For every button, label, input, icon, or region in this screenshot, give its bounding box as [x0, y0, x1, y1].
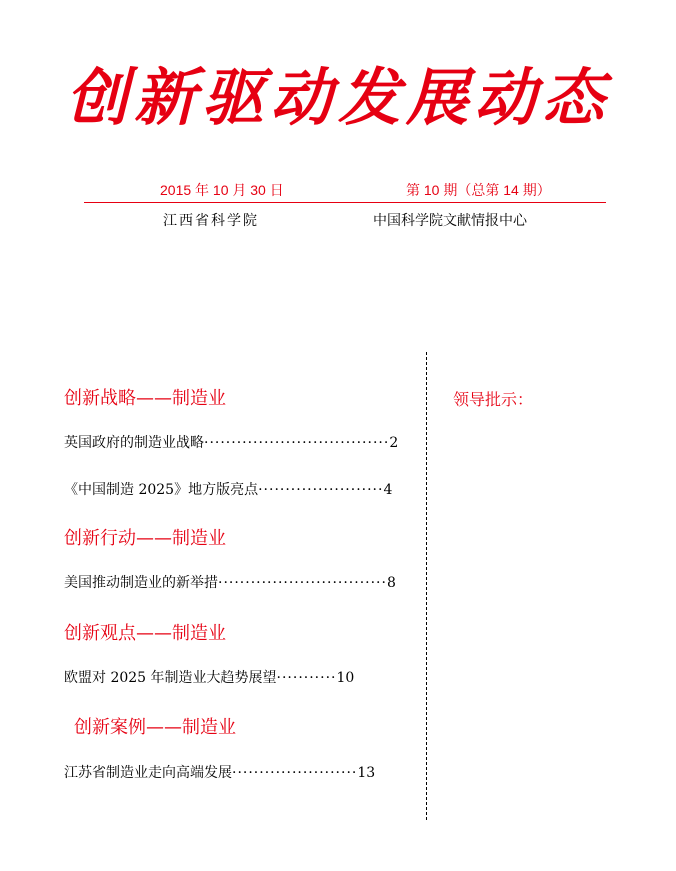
toc-entry-title: 美国推动制造业的新举措	[64, 575, 218, 591]
issue-date: 2015 年 10 月 30 日	[160, 182, 284, 198]
toc-entry-title: 《中国制造 2025》地方版亮点	[64, 482, 259, 498]
partner-org: 中国科学院文献情报中心	[373, 212, 527, 228]
toc-page-number: 13	[357, 765, 376, 781]
toc-page-number: 8	[386, 575, 396, 591]
toc-page-number: 4	[383, 482, 393, 498]
toc-leader: ··································	[204, 435, 390, 451]
section-heading-viewpoint: 创新观点——制造业	[64, 623, 226, 644]
toc-entry-title: 欧盟对 2025 年制造业大趋势展望	[64, 670, 277, 686]
publication-title: 创新驱动发展动态	[65, 61, 610, 134]
toc-entry[interactable]	[64, 572, 396, 592]
toc-leader: ·······················	[258, 482, 384, 498]
toc-entry[interactable]	[64, 479, 392, 499]
publisher-org: 江西省科学院	[163, 212, 259, 228]
issue-number: 第 10 期（总第 14 期）	[406, 182, 551, 198]
toc-entry[interactable]	[64, 667, 354, 687]
column-divider	[426, 352, 427, 820]
leader-comment-label: 领导批示：	[453, 390, 534, 409]
header-rule	[84, 202, 606, 203]
section-heading-action: 创新行动——制造业	[64, 528, 226, 549]
toc-entry[interactable]	[64, 762, 375, 782]
toc-entry-title: 江苏省制造业走向高端发展	[64, 765, 232, 781]
toc-page-number: 2	[389, 435, 399, 451]
toc-page-number: 10	[336, 670, 355, 686]
toc-entry[interactable]	[64, 432, 398, 452]
section-heading-case: 创新案例——制造业	[74, 717, 236, 738]
toc-entry-title: 英国政府的制造业战略	[64, 435, 204, 451]
toc-leader: ···········	[276, 670, 337, 686]
toc-leader: ·······················	[232, 765, 358, 781]
section-heading-strategy: 创新战略——制造业	[64, 388, 226, 409]
toc-leader: ·······························	[218, 575, 387, 591]
